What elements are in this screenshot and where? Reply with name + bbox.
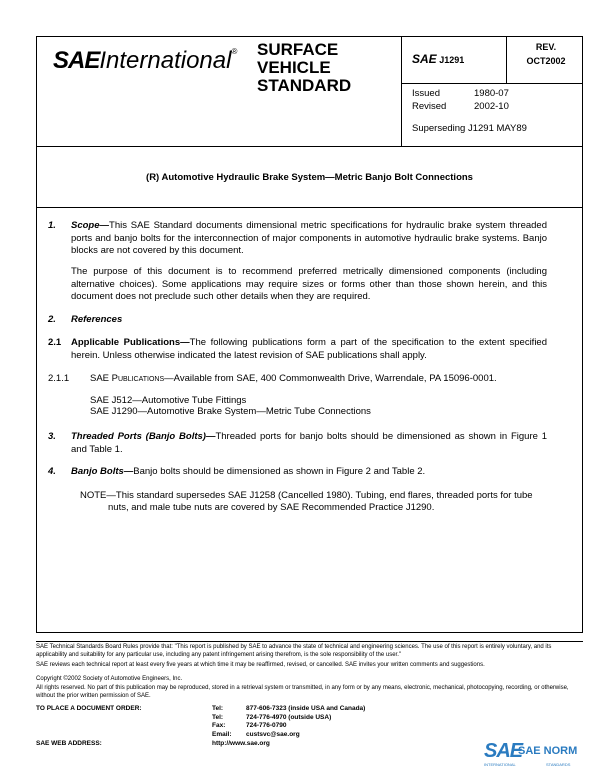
section-2-heading: References bbox=[71, 314, 123, 325]
sae-international-logo: SAEInternational® bbox=[53, 47, 238, 74]
sae-norm-text: SAE NORM bbox=[518, 745, 578, 757]
section-3-number: 3. bbox=[48, 431, 56, 442]
sae-norm-sub2: STANDARDS bbox=[546, 762, 571, 767]
sae-norm-logo bbox=[484, 740, 584, 770]
reference-j512: SAE J512—Automotive Tube Fittings bbox=[90, 395, 247, 406]
fax-value: 724-776-0790 bbox=[246, 722, 287, 729]
note-line-2: nuts, and male tube nuts are covered by SAE Recommended Practice J1290. bbox=[108, 502, 435, 513]
tel2-value: 724-776-4970 (outside USA) bbox=[246, 714, 332, 721]
footer-copyright: Copyright ©2002 Society of Automotive Engineers, Inc. bbox=[36, 676, 183, 682]
tel-value: 877-606-7323 (inside USA and Canada) bbox=[246, 705, 366, 712]
section-4-text: Banjo Bolts—Banjo bolts should be dimensioned as shown in Figure 2 and Table 2. bbox=[71, 466, 426, 477]
sae-norm-sub: INTERNATIONAL bbox=[484, 762, 516, 767]
header-divider-1 bbox=[401, 36, 402, 146]
section-3-text: Threaded Ports (Banjo Bolts)—Threaded ports for banjo bolts should be dimensioned as shown in Figure 1 and Table 1. bbox=[71, 431, 547, 455]
document-type: SURFACE VEHICLE STANDARD bbox=[257, 40, 352, 95]
footer-review: SAE reviews each technical report at least every five years at which time it may be reaffirmed, revised, or cancelled. SAE invites your written comments and suggestions. bbox=[36, 662, 485, 668]
web-label: SAE WEB ADDRESS: bbox=[36, 740, 102, 747]
section-2-1-text: Applicable Publications—The following publications form a part of the specification to the extent specified herein. Unless otherwise indicated the latest revision of SAE publications shall apply. bbox=[71, 337, 547, 361]
header-bottom-rule bbox=[36, 146, 583, 147]
email-value[interactable]: custsvc@sae.org bbox=[246, 731, 300, 738]
document-number: SAE J1291 bbox=[412, 52, 465, 66]
footer-rights: All rights reserved. No part of this publication may be reproduced, stored in a retrieval system or transmitted, in any form or by any means, electronic, mechanical, photocopying, recording, or otherwise, without the prior written permission of SAE. bbox=[36, 685, 569, 699]
superseding-note: Superseding J1291 MAY89 bbox=[412, 123, 527, 134]
header-divider-2 bbox=[506, 36, 507, 83]
section-4-number: 4. bbox=[48, 466, 56, 477]
tel-label: Tel: bbox=[212, 705, 224, 712]
footer-rule bbox=[36, 641, 583, 642]
section-2-1-number: 2.1 bbox=[48, 337, 62, 348]
section-1-scope: Scope—This SAE Standard documents dimensional metric specifications for hydraulic brake system threaded ports and banjo bolts for the interconnection of major components in automotive hydraulic brake systems. Banjo blocks are not covered by this document. bbox=[71, 220, 547, 256]
tel2-label: Tel: bbox=[212, 714, 224, 721]
section-2-1-1-text: SAE Publications—Available from SAE, 400 Commonwealth Drive, Warrendale, PA 15096-0001. bbox=[90, 373, 497, 384]
document-title: (R) Automotive Hydraulic Brake System—Metric Banjo Bolt Connections bbox=[146, 172, 473, 183]
reference-j1290: SAE J1290—Automotive Brake System—Metric Tube Connections bbox=[90, 406, 371, 417]
section-2-1-1-number: 2.1.1 bbox=[48, 373, 70, 384]
web-value[interactable]: http://www.sae.org bbox=[212, 740, 270, 747]
issue-dates: Issued 1980-07 Revised 2002-10 bbox=[412, 88, 509, 112]
section-1-purpose: The purpose of this document is to recommend preferred metrically dimensioned components (including alternative choices). Some applications may require sizes or forms other than those shown herein, and this document does not preclude such other details when they are required. bbox=[71, 266, 547, 302]
note-line-1: NOTE—This standard supersedes SAE J1258 (Cancelled 1980). Tubing, end flares, threaded ports for tube bbox=[80, 490, 533, 501]
fax-label: Fax: bbox=[212, 722, 226, 729]
title-bottom-rule bbox=[36, 207, 583, 208]
header-divider-3 bbox=[401, 83, 583, 84]
revision-box: REV. OCT2002 bbox=[526, 42, 566, 66]
section-2-number: 2. bbox=[48, 314, 56, 325]
section-1-number: 1. bbox=[48, 220, 56, 231]
email-label: Email: bbox=[212, 731, 232, 738]
order-label: TO PLACE A DOCUMENT ORDER: bbox=[36, 705, 142, 712]
sae-norm-mark: SAE bbox=[484, 740, 523, 762]
footer-rules: SAE Technical Standards Board Rules provide that: "This report is published by SAE to advance the state of technical and engineering sciences. The use of this report is entirely voluntary, and its applicability and suitability for any particular use, including any patent infringement arising therefrom, is the sole responsibility of the user." bbox=[36, 644, 552, 658]
